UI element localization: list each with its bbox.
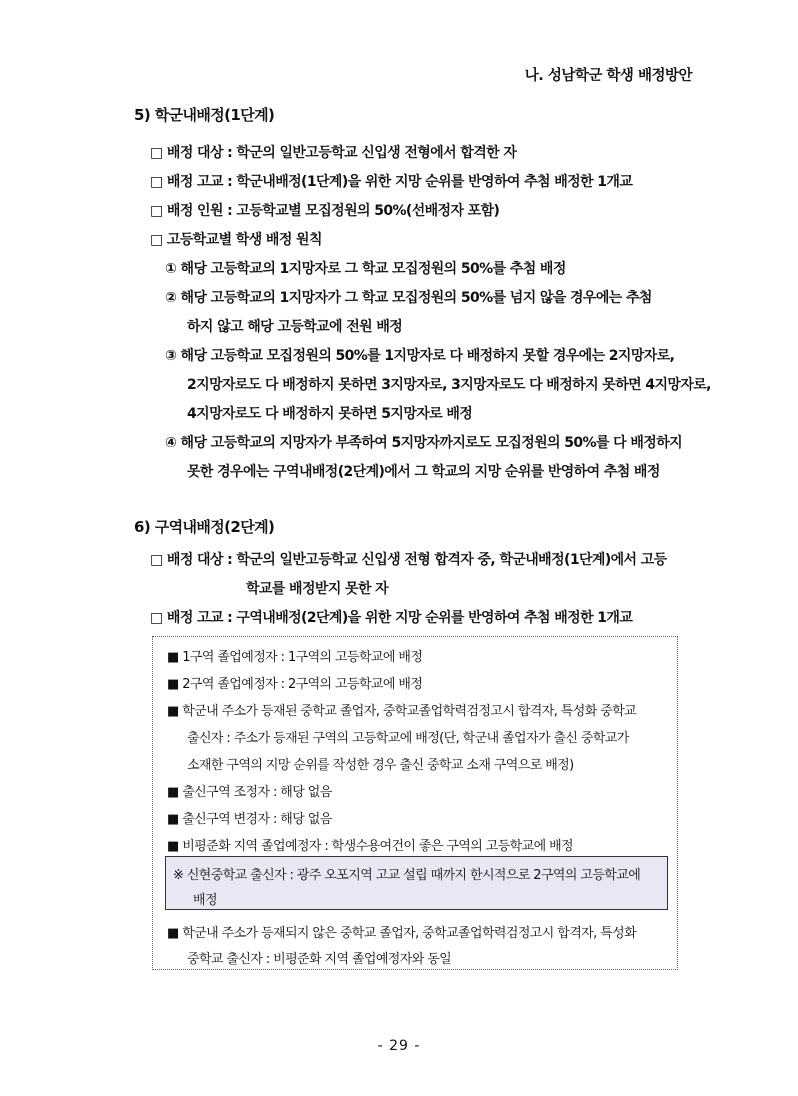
rule-3-cont-2: 4지망자로도 다 배정하지 못하면 5지망자로 배정 (187, 406, 473, 422)
box-item-unregistered: ■ 학군내 주소가 등재되지 않은 중학교 졸업자, 중학교졸업학력검정고시 합격자, 특성화 (167, 926, 637, 941)
section-5-title: 5) 학군내배정(1단계) (134, 106, 275, 124)
rule-1: ① 해당 고등학교의 1지망자로 그 학교 모집정원의 50%를 추첨 배정 (165, 261, 566, 277)
s5-line-target: □ 배정 대상 : 학군의 일반고등학교 신입생 전형에서 합격한 자 (150, 145, 517, 161)
rule-3: ③ 해당 고등학교 모집정원의 50%를 1지망자로 다 배정하지 못할 경우에는 2지망자로, (165, 348, 675, 364)
rule-2-cont: 하지 않고 해당 고등학교에 전원 배정 (187, 319, 403, 335)
box-item-registered-cont-1: 출신자 : 주소가 등재된 구역의 고등학교에 배정(단, 학군내 졸업자가 출신 중학교가 (187, 731, 629, 746)
section-6-title: 6) 구역내배정(2단계) (134, 518, 275, 536)
box-item-unregistered-cont: 중학교 출신자 : 비평준화 지역 졸업예정자와 동일 (187, 952, 452, 967)
s6-line-target: □ 배정 대상 : 학군의 일반고등학교 신입생 전형 합격자 중, 학군내배정(1단계)에서 고등 (150, 552, 667, 568)
rule-2: ② 해당 고등학교의 1지망자가 그 학교 모집정원의 50%를 넘지 않을 경우에는 추첨 (165, 290, 652, 306)
box-item-registered: ■ 학군내 주소가 등재된 중학교 졸업자, 중학교졸업학력검정고시 합격자, 특성화 중학교 (167, 704, 637, 719)
rule-3-cont-1: 2지망자로도 다 배정하지 못하면 3지망자로, 3지망자로도 다 배정하지 못하면 4지망자로, (187, 377, 711, 393)
box-item-changed: ■ 출신구역 변경자 : 해당 없음 (167, 812, 332, 827)
s5-line-count: □ 배정 인원 : 고등학교별 모집정원의 50%(선배정자 포함) (150, 203, 500, 219)
box-item-zone2: ■ 2구역 졸업예정자 : 2구역의 고등학교에 배정 (167, 677, 423, 692)
rule-4-cont: 못한 경우에는 구역내배정(2단계)에서 그 학교의 지망 순위를 반영하여 추첨 배정 (187, 464, 660, 480)
note-line-2: 배정 (193, 893, 217, 908)
box-item-adjusted: ■ 출신구역 조정자 : 해당 없음 (167, 785, 332, 800)
s6-line-school: □ 배정 고교 : 구역내배정(2단계)을 위한 지망 순위를 반영하여 추첨 배정한 1개교 (150, 610, 633, 626)
box-item-non-standard: ■ 비평준화 지역 졸업예정자 : 학생수용여건이 좋은 구역의 고등학교에 배정 (167, 839, 573, 854)
box-item-zone1: ■ 1구역 졸업예정자 : 1구역의 고등학교에 배정 (167, 650, 423, 665)
box-item-registered-cont-2: 소재한 구역의 지망 순위를 작성한 경우 출신 중학교 소재 구역으로 배정) (187, 758, 574, 773)
note-line-1: ※ 신현중학교 출신자 : 광주 오포지역 고교 설립 때까지 한시적으로 2구역의 고등학교에 (173, 868, 641, 883)
s6-line-target-cont: 학교를 배정받지 못한 자 (246, 581, 389, 597)
page-header: 나. 성남학군 학생 배정방안 (524, 68, 692, 84)
s5-line-principle: □ 고등학교별 학생 배정 원칙 (150, 232, 322, 248)
rule-4: ④ 해당 고등학교의 지망자가 부족하여 5지망자까지로도 모집정원의 50%를 다 배정하지 (165, 435, 683, 451)
s5-line-school: □ 배정 고교 : 학군내배정(1단계)을 위한 지망 순위를 반영하여 추첨 배정한 1개교 (150, 174, 633, 190)
page-number: - 29 - (377, 1038, 421, 1054)
